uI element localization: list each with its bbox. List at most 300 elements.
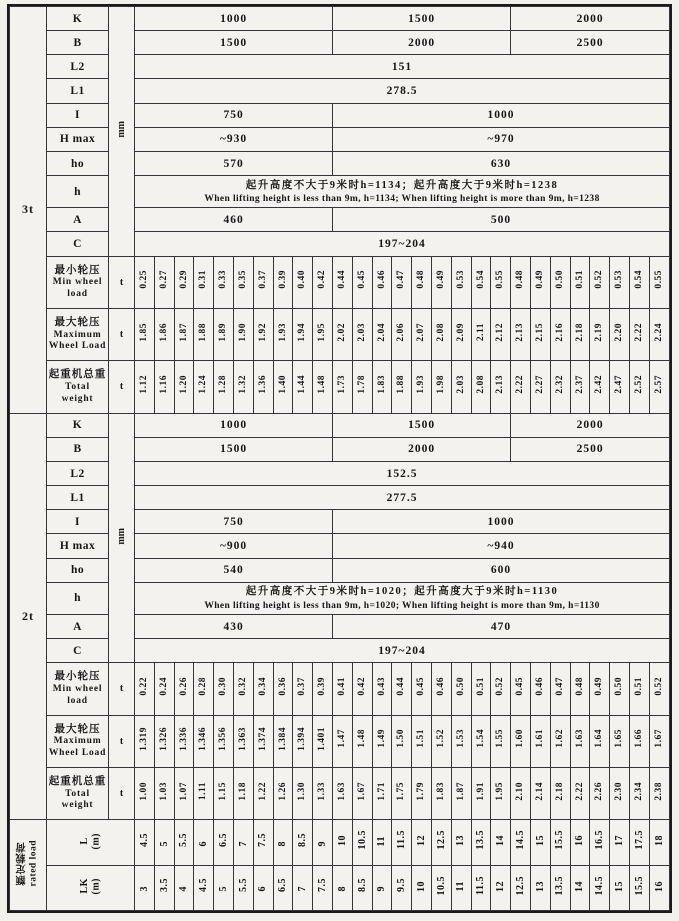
rotated-text-line: 7 <box>297 886 309 892</box>
row-label-l2: L2 <box>47 461 109 485</box>
rotated-text-line: 16.5 <box>594 830 606 850</box>
load-value <box>392 308 412 360</box>
rotated-text-line: 0.26 <box>178 677 189 696</box>
load-value <box>135 256 155 308</box>
dimension-value: 197~204 <box>135 639 670 663</box>
span-value <box>590 865 610 910</box>
rotated-text-line: 2.03 <box>356 322 367 342</box>
row-label-h-max: H max <box>47 127 109 151</box>
span-value <box>372 865 392 910</box>
rotated-text-line: 2.13 <box>515 322 526 342</box>
load-value <box>412 663 432 715</box>
group-label-2t: 2t <box>10 413 47 820</box>
rotated-text-line: 1.336 <box>178 726 189 751</box>
load-value <box>491 663 511 715</box>
rotated-text-line: mm <box>115 121 127 139</box>
rotated-text-line: 4.5 <box>138 832 150 847</box>
rotated-text-line: 10 <box>336 835 348 847</box>
rotated-text-line: 3 <box>138 886 150 892</box>
span-value <box>234 865 254 910</box>
row-label-line: Total <box>65 788 90 799</box>
load-value <box>550 715 570 767</box>
rotated-text-line: 0.44 <box>337 270 347 290</box>
load-value <box>392 715 412 767</box>
load-value <box>194 361 214 413</box>
load-value <box>432 256 452 308</box>
rotated-text-line: 0.36 <box>277 677 288 696</box>
row-label-l <box>47 820 135 865</box>
dimension-value: ~970 <box>333 127 670 151</box>
rotated-text-line: 0.45 <box>515 677 526 696</box>
rotated-text-line: 0.34 <box>257 677 268 696</box>
rotated-text-line: 2.06 <box>396 322 407 342</box>
rotated-text-line: 1.89 <box>218 322 229 342</box>
load-value <box>313 767 333 819</box>
lifting-height-note <box>135 176 670 208</box>
rotated-text-line: 0.50 <box>554 270 565 290</box>
row-label-a: A <box>47 208 109 232</box>
span-value <box>412 820 432 865</box>
rotated-text-line: 1.36 <box>257 375 268 394</box>
rotated-text-line: 1.363 <box>237 726 248 751</box>
load-value <box>630 308 650 360</box>
load-value <box>352 361 372 413</box>
rotated-text-line: 1.326 <box>158 726 169 751</box>
dimension-value: 500 <box>333 208 670 232</box>
span-value <box>392 865 412 910</box>
load-value <box>372 663 392 715</box>
rotated-text-line: 18 <box>653 835 665 847</box>
rotated-text-line: 2.08 <box>435 322 446 342</box>
row-label-ho: ho <box>47 151 109 175</box>
load-value <box>214 767 234 819</box>
row-label-min-wheel <box>47 663 109 715</box>
load-value <box>214 361 234 413</box>
load-value <box>550 308 570 360</box>
load-value <box>313 663 333 715</box>
rotated-text-line: 2.15 <box>534 322 545 342</box>
rotated-text-line: 0.48 <box>416 270 427 290</box>
span-value <box>471 865 491 910</box>
rotated-text-line: 6 <box>198 840 210 847</box>
row-label-k: K <box>47 7 109 31</box>
rotated-text-line: 1.22 <box>257 781 268 801</box>
dimension-value: 2000 <box>333 437 511 461</box>
span-value <box>154 820 174 865</box>
rotated-text-line: 2.07 <box>416 322 427 342</box>
dimension-row <box>10 437 670 461</box>
rotated-text-line: 1.63 <box>574 729 585 749</box>
load-value <box>214 256 234 308</box>
rotated-text-line: 1.71 <box>376 781 387 801</box>
rotated-text-line: 1.33 <box>317 781 328 801</box>
rotated-text-line: 0.22 <box>139 677 149 696</box>
rotated-text-line: 1.83 <box>376 375 387 394</box>
rotated-text-line: 额定载荷 <box>16 841 28 886</box>
load-value <box>194 256 214 308</box>
dimension-row <box>10 510 670 534</box>
load-value <box>135 308 155 360</box>
rotated-text-line: 7.5 <box>257 832 269 847</box>
span-value <box>214 820 234 865</box>
rotated-text-line: 13 <box>534 880 546 892</box>
rotated-text-line: 6 <box>257 886 269 892</box>
load-value <box>451 256 471 308</box>
rotated-text-line: 0.42 <box>356 677 367 696</box>
load-value <box>154 256 174 308</box>
load-value <box>491 715 511 767</box>
lifting-height-note-zh: 起升高度不大于9米时h=1134；起升高度大于9米时h=1238 <box>245 179 559 191</box>
load-value <box>610 361 630 413</box>
dimension-value: 1500 <box>333 413 511 437</box>
load-value <box>333 715 353 767</box>
load-value <box>313 308 333 360</box>
unit-t: t <box>109 361 135 413</box>
rotated-text-line: 1.51 <box>416 729 427 749</box>
load-value <box>531 256 551 308</box>
rotated-text-line: 2.13 <box>495 375 506 394</box>
rotated-text-line: 16 <box>653 880 665 892</box>
rotated-text-line: 2.03 <box>455 375 466 394</box>
load-value <box>550 767 570 819</box>
rotated-text-line: 15 <box>613 880 625 892</box>
span-value <box>273 865 293 910</box>
span-value <box>451 820 471 865</box>
span-value <box>352 865 372 910</box>
row-label-b: B <box>47 31 109 55</box>
dimension-row <box>10 103 670 127</box>
dimension-row <box>10 31 670 55</box>
load-value <box>273 767 293 819</box>
load-value <box>610 767 630 819</box>
span-value <box>432 820 452 865</box>
load-value <box>471 715 491 767</box>
rotated-text-line: 1.67 <box>653 729 664 749</box>
load-value <box>174 308 194 360</box>
rotated-text-line: 14 <box>574 880 586 892</box>
rotated-text-line: 15.5 <box>633 875 645 896</box>
rotated-text-line: 1.63 <box>337 781 347 801</box>
dimension-value: 630 <box>333 151 670 175</box>
rotated-text-line: 1.67 <box>356 781 367 801</box>
dimension-row <box>10 486 670 510</box>
load-value <box>273 308 293 360</box>
dimension-row <box>10 639 670 663</box>
load-data-row <box>10 715 670 767</box>
span-value <box>649 820 669 865</box>
rotated-text-line: 1.00 <box>139 781 149 801</box>
span-value <box>531 820 551 865</box>
load-value <box>313 361 333 413</box>
rotated-text-line: 1.66 <box>633 729 644 749</box>
rotated-text-line: 13 <box>455 835 467 847</box>
load-value <box>293 361 313 413</box>
rotated-text-line: 0.55 <box>653 270 664 290</box>
row-label-line: Total <box>65 381 90 392</box>
load-value <box>174 715 194 767</box>
rotated-text-line: 1.28 <box>218 375 229 394</box>
rotated-text-line: 2.14 <box>534 781 545 801</box>
rotated-text-line: 1.87 <box>455 781 466 801</box>
row-label-i: I <box>47 103 109 127</box>
span-value <box>511 820 531 865</box>
rotated-text-line: rated load <box>28 839 39 887</box>
rotated-text-line: 1.55 <box>495 729 506 749</box>
load-value <box>392 767 412 819</box>
dimension-value: 278.5 <box>135 79 670 103</box>
rotated-text-line: 0.48 <box>574 677 585 696</box>
load-value <box>333 256 353 308</box>
load-value <box>372 308 392 360</box>
rotated-text-line: 2.22 <box>515 375 526 394</box>
dimension-row <box>10 151 670 175</box>
load-value <box>451 361 471 413</box>
rotated-text-line: 1.50 <box>396 729 407 749</box>
rotated-text-line: 1.95 <box>317 322 328 342</box>
dimension-value: 2000 <box>333 31 511 55</box>
dimension-row <box>10 176 670 208</box>
span-value <box>590 820 610 865</box>
row-label-line: 起重机总重 <box>48 369 107 381</box>
rotated-text-line: 1.48 <box>317 375 328 394</box>
row-label-line: Min wheel <box>52 683 103 694</box>
rotated-text-line: 0.32 <box>237 677 248 696</box>
load-value <box>253 256 273 308</box>
rotated-text-line: 2.37 <box>574 375 585 394</box>
dimension-value: 2000 <box>511 413 670 437</box>
load-value <box>154 663 174 715</box>
load-value <box>194 308 214 360</box>
rotated-text-line: 0.43 <box>376 677 387 696</box>
rotated-text-line: 2.47 <box>614 375 625 394</box>
dimension-row <box>10 208 670 232</box>
load-value <box>174 663 194 715</box>
dimension-row <box>10 79 670 103</box>
unit-t: t <box>109 715 135 767</box>
span-value <box>194 865 214 910</box>
rotated-text-line: 0.49 <box>534 270 545 290</box>
load-value <box>531 361 551 413</box>
rotated-text-line: 0.48 <box>515 270 526 290</box>
dimension-value: ~900 <box>135 534 333 558</box>
rotated-text-line: 0.54 <box>475 270 486 290</box>
load-value <box>531 663 551 715</box>
load-value <box>432 361 452 413</box>
dimension-value: 750 <box>135 510 333 534</box>
load-data-row <box>10 256 670 308</box>
rotated-text-line: 16 <box>574 835 586 847</box>
dimension-value: 1500 <box>333 7 511 31</box>
load-data-row <box>10 767 670 819</box>
load-value <box>214 308 234 360</box>
span-row <box>10 865 670 910</box>
load-value <box>154 715 174 767</box>
rotated-text-line: 3.5 <box>158 878 170 893</box>
rotated-text-line: 10 <box>415 880 427 892</box>
dimension-row <box>10 582 670 614</box>
load-value <box>135 715 155 767</box>
row-label-total <box>47 767 109 819</box>
load-value <box>135 767 155 819</box>
rotated-text-line: 2.12 <box>495 322 506 342</box>
span-value <box>630 820 650 865</box>
load-value <box>253 767 273 819</box>
load-value <box>590 256 610 308</box>
rotated-text-line: 2.11 <box>475 323 486 342</box>
span-value <box>471 820 491 865</box>
group-label-3t: 3t <box>10 7 47 414</box>
rotated-text-line: 1.61 <box>534 729 545 749</box>
load-value <box>630 767 650 819</box>
dimension-value: 197~204 <box>135 232 670 256</box>
rotated-text-line: 1.94 <box>297 322 308 342</box>
row-label-line: 最小轮压 <box>54 264 101 276</box>
load-value <box>234 715 254 767</box>
load-value <box>293 715 313 767</box>
load-value <box>372 767 392 819</box>
rotated-text-line: 0.45 <box>416 677 427 696</box>
rotated-text-line: 8 <box>277 840 289 847</box>
rotated-text-line: 0.28 <box>198 677 209 696</box>
rotated-text-line: 2.22 <box>633 322 644 342</box>
load-data-row <box>10 361 670 413</box>
dimension-row <box>10 232 670 256</box>
rotated-text-line: 1.394 <box>297 726 308 751</box>
span-value <box>491 865 511 910</box>
row-label-line: 最小轮压 <box>54 671 101 683</box>
load-value <box>214 663 234 715</box>
load-value <box>471 308 491 360</box>
rotated-text-line: 1.62 <box>554 729 565 749</box>
row-label-k: K <box>47 413 109 437</box>
load-value <box>630 715 650 767</box>
load-value <box>511 361 531 413</box>
load-value <box>531 715 551 767</box>
load-value <box>412 308 432 360</box>
dimension-value: 1000 <box>333 510 670 534</box>
load-value <box>333 361 353 413</box>
load-value <box>610 256 630 308</box>
span-value <box>511 865 531 910</box>
load-value <box>253 715 273 767</box>
rotated-text-line: 0.52 <box>495 677 506 696</box>
rotated-text-line: 1.03 <box>158 781 169 801</box>
rotated-text-line: 0.31 <box>198 270 209 290</box>
dimension-value: 600 <box>333 558 670 582</box>
rotated-text-line: 2.10 <box>515 781 526 801</box>
rotated-text-line: 1.64 <box>594 729 605 749</box>
dimension-value: 1000 <box>135 413 333 437</box>
load-value <box>154 361 174 413</box>
load-value <box>511 308 531 360</box>
rotated-text-line: LK <box>79 878 91 895</box>
load-value <box>234 256 254 308</box>
span-value <box>610 865 630 910</box>
row-label-line: load <box>67 695 88 706</box>
rotated-text-line: 2.26 <box>594 781 605 801</box>
rotated-text-line: 0.46 <box>534 677 545 696</box>
load-value <box>649 715 669 767</box>
row-label-min-wheel <box>47 256 109 308</box>
load-value <box>214 715 234 767</box>
span-value <box>352 820 372 865</box>
rotated-text-line: 1.87 <box>178 322 189 342</box>
load-value <box>491 308 511 360</box>
dimension-row <box>10 413 670 437</box>
dimension-value: 277.5 <box>135 486 670 510</box>
load-value <box>570 256 590 308</box>
load-value <box>372 256 392 308</box>
rotated-text-line: 9.5 <box>396 878 408 893</box>
load-value <box>649 256 669 308</box>
row-label-h: h <box>47 176 109 208</box>
row-label-c: C <box>47 232 109 256</box>
dimension-row <box>10 461 670 485</box>
load-value <box>610 308 630 360</box>
rotated-text-line: 1.54 <box>475 729 486 749</box>
rotated-text-line: 1.384 <box>277 726 288 751</box>
load-value <box>273 361 293 413</box>
span-value <box>154 865 174 910</box>
rotated-text-line: 1.346 <box>198 726 209 751</box>
row-label-ho: ho <box>47 558 109 582</box>
load-value <box>194 767 214 819</box>
load-value <box>491 361 511 413</box>
rotated-text-line: 0.47 <box>554 677 565 696</box>
load-value <box>273 715 293 767</box>
rotated-text-line: (m) <box>90 832 102 850</box>
load-value <box>432 663 452 715</box>
load-value <box>649 308 669 360</box>
rotated-text-line: 2.19 <box>594 322 605 342</box>
load-value <box>234 308 254 360</box>
span-value <box>372 820 392 865</box>
rotated-text-line: 1.88 <box>396 375 407 394</box>
load-value <box>432 715 452 767</box>
dimension-value: 1000 <box>135 7 333 31</box>
rotated-text-line: 1.79 <box>416 781 427 801</box>
span-value <box>491 820 511 865</box>
unit-t: t <box>109 256 135 308</box>
group-label-rated-load <box>10 820 47 911</box>
load-value <box>135 663 155 715</box>
rotated-text-line: 0.46 <box>376 270 387 290</box>
rotated-text-line: 0.42 <box>317 270 328 290</box>
rotated-text-line: 1.73 <box>337 375 347 394</box>
span-value <box>333 820 353 865</box>
rotated-text-line: 1.83 <box>435 781 446 801</box>
rotated-text-line: 5.5 <box>237 878 249 893</box>
row-label-lk <box>47 865 135 910</box>
load-data-row <box>10 308 670 360</box>
load-value <box>630 361 650 413</box>
row-label-b: B <box>47 437 109 461</box>
rotated-text-line: 12.5 <box>514 875 526 896</box>
rotated-text-line: 13.5 <box>554 875 566 896</box>
load-data-row <box>10 663 670 715</box>
load-value <box>234 663 254 715</box>
load-value <box>451 308 471 360</box>
dimension-value: 470 <box>333 614 670 638</box>
rotated-text-line: 1.85 <box>139 322 149 342</box>
row-label-i: I <box>47 510 109 534</box>
dimension-value: 2000 <box>511 7 670 31</box>
load-value <box>511 663 531 715</box>
span-value <box>253 820 273 865</box>
load-value <box>412 256 432 308</box>
span-value <box>550 865 570 910</box>
rotated-text-line: 1.44 <box>297 375 308 394</box>
